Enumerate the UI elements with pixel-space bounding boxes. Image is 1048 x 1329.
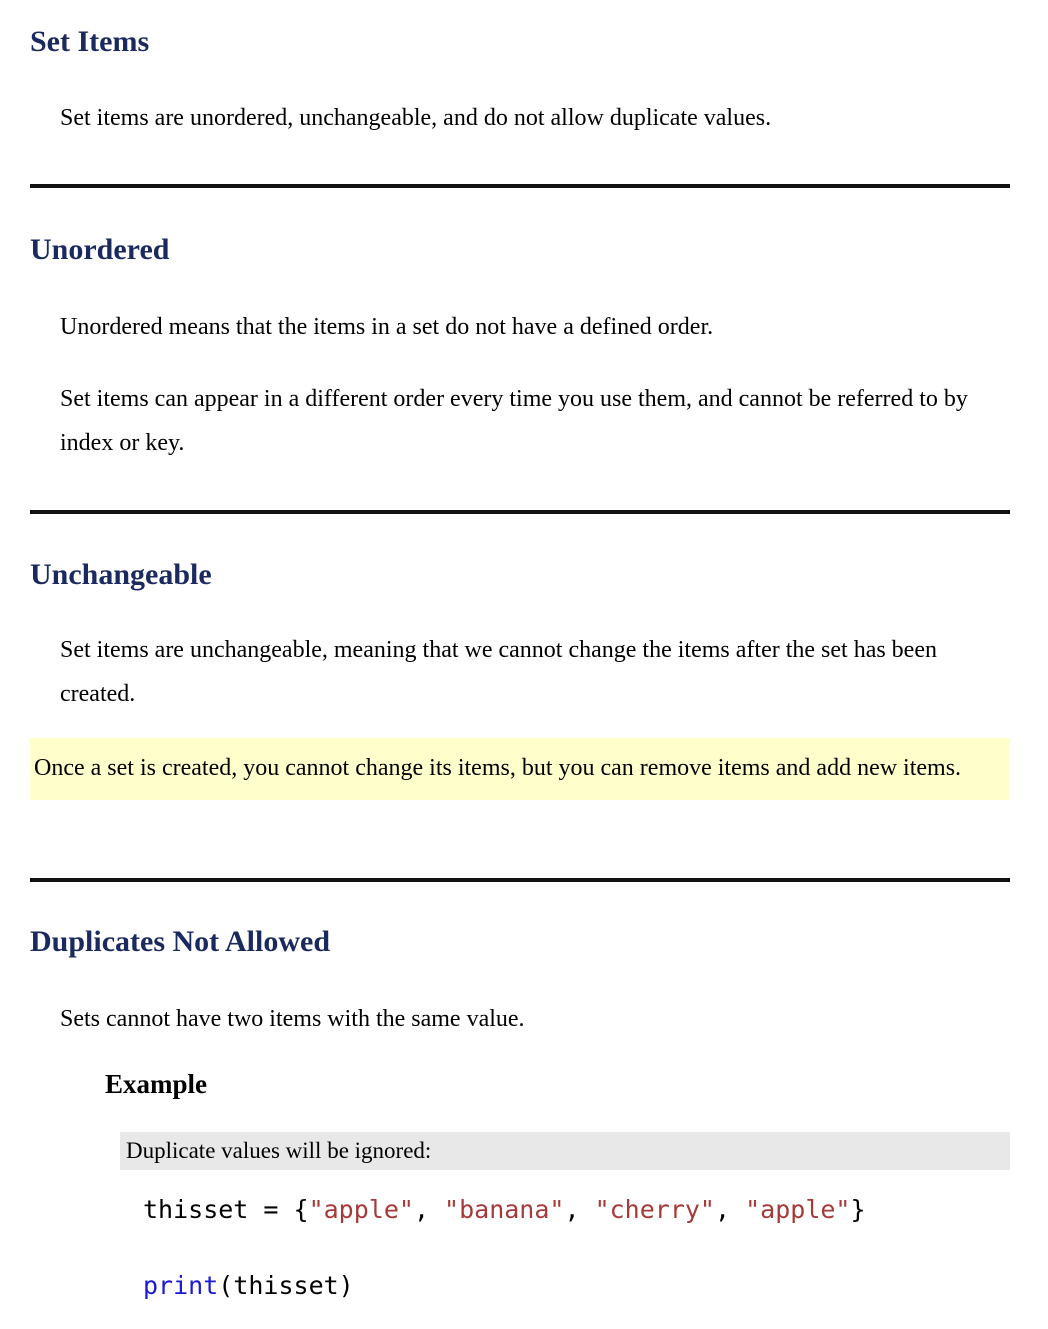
code-token-string-apple-1: "apple" xyxy=(308,1195,414,1224)
note-box-unchangeable xyxy=(30,738,1010,800)
paragraph-unordered-1: Unordered means that the items in a set do not have a defined order. xyxy=(60,314,714,340)
code-token-sep-1: , xyxy=(413,1195,445,1224)
code-line-assignment xyxy=(143,1192,866,1228)
paragraph-set-items-1: Set items are unordered, unchangeable, and do not allow duplicate values. xyxy=(60,105,772,131)
code-line-print xyxy=(143,1268,354,1304)
paragraph-duplicates-1: Sets cannot have two items with the same value. xyxy=(60,1006,525,1032)
section-divider-1 xyxy=(30,184,1010,188)
code-token-string-apple-2: "apple" xyxy=(745,1195,851,1224)
heading-example: Example xyxy=(105,1069,208,1099)
code-caption-text: Duplicate values will be ignored: xyxy=(126,1138,432,1163)
code-caption-band xyxy=(120,1132,1010,1170)
code-token-print-args: (thisset) xyxy=(218,1271,354,1300)
code-token-sep-2: , xyxy=(564,1195,595,1224)
paragraph-unordered-2: Set items can appear in a different order every time you use them, and cannot be referred to by index or key. xyxy=(60,386,968,457)
code-token-prefix: thisset = { xyxy=(143,1195,309,1224)
note-text: Once a set is created, you cannot change its items, but you can remove items and add new items. xyxy=(34,755,962,781)
heading-set-items: Set Items xyxy=(30,25,150,58)
section-divider-3 xyxy=(30,878,1010,882)
code-token-string-banana: "banana" xyxy=(444,1195,565,1224)
section-divider-2 xyxy=(30,510,1010,514)
code-token-suffix: } xyxy=(850,1195,866,1224)
code-token-sep-3: , xyxy=(715,1195,746,1224)
code-token-string-cherry: "cherry" xyxy=(594,1195,715,1224)
heading-unchangeable: Unchangeable xyxy=(30,558,212,591)
paragraph-unchangeable-1: Set items are unchangeable, meaning that we cannot change the items after the set has been created. xyxy=(60,637,937,708)
heading-duplicates-not-allowed: Duplicates Not Allowed xyxy=(30,925,330,958)
heading-unordered: Unordered xyxy=(30,233,170,266)
code-token-keyword-print: print xyxy=(143,1271,219,1300)
